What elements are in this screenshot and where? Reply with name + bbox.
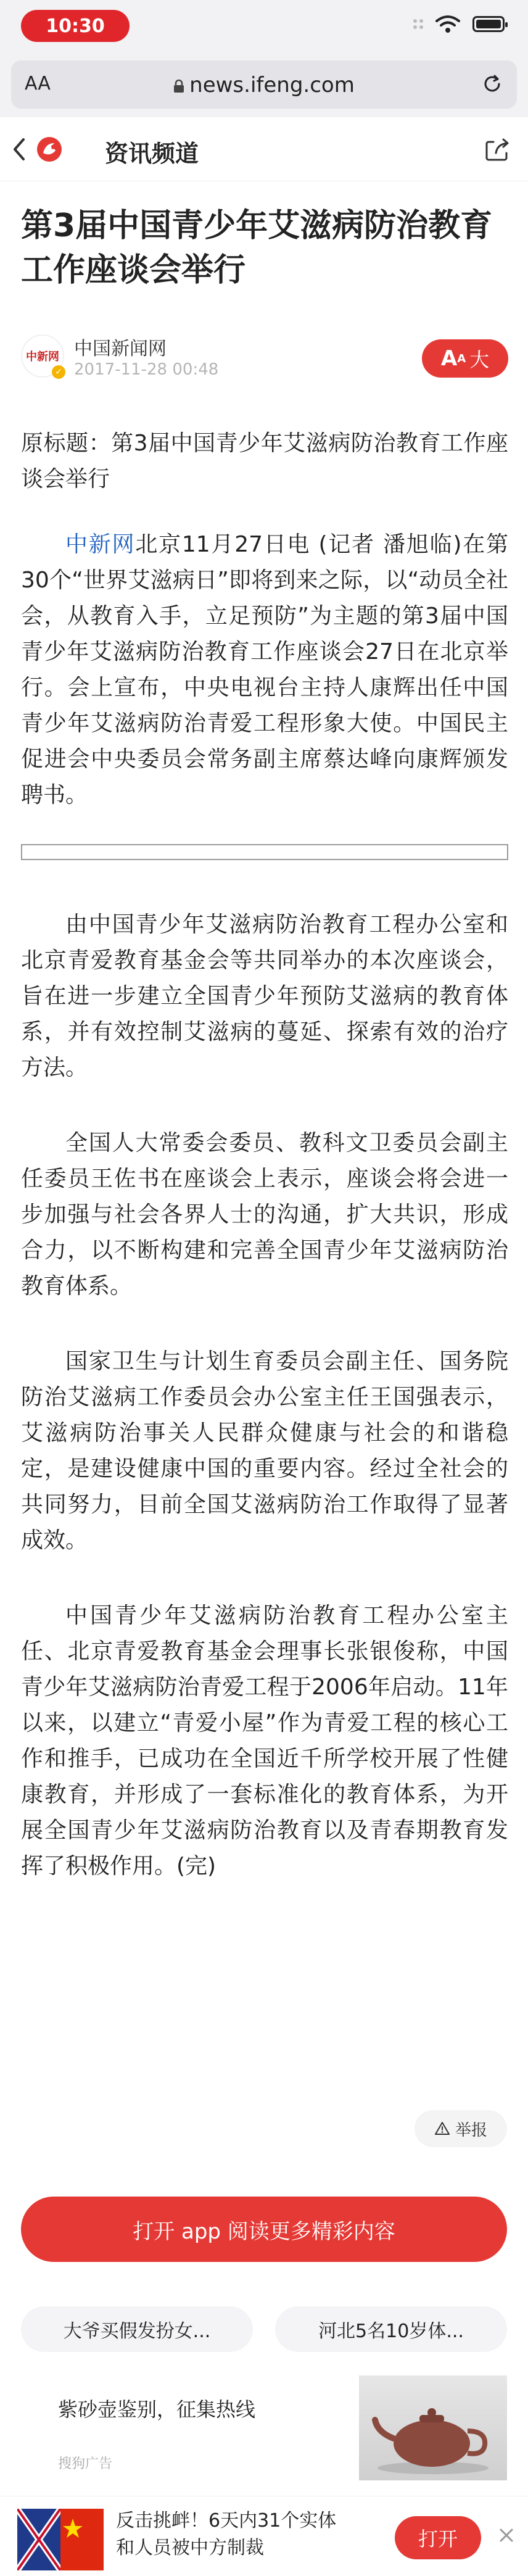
source-row — [21, 333, 508, 389]
article-body — [21, 426, 508, 1924]
ad-image[interactable] — [359, 2375, 507, 2480]
status-time: 10:30 — [21, 10, 130, 42]
url-field[interactable] — [11, 73, 517, 97]
battery-icon — [472, 16, 505, 32]
article-paragraph: 国家卫生与计划生育委员会副主任、国务院防治艾滋病工作委员会办公室主任王国强表示，艾滋病防治事关人民群众健康与社会的和谐稳定，是建设健康中国的重要内容。经过全社会的共同努力，目前全国艾滋病防治工作取得了显著成效。 — [21, 1349, 508, 1553]
open-app-button[interactable]: 打开 app 阅读更多精彩内容 — [21, 2197, 507, 2262]
ad-title[interactable]: 紫砂壶鉴别，征集热线 — [58, 2398, 256, 2421]
lock-icon — [173, 80, 184, 93]
report-label: 举报 — [455, 2121, 487, 2140]
font-size-button[interactable] — [422, 339, 508, 378]
article-paragraph: 中国青少年艾滋病防治教育工程办公室主任、北京青爱教育基金会理事长张银俊称，中国青少年艾滋病防治青爱工程于2006年启动。11年以来，以建立“青爱小屋”作为青爱工程的核心工作和推手，已成功在全国近千所学校开展了性健康教育，并形成了一套标准化的教育体系，为开展全国青少年艾滋病防治教育以及青春期教育发挥了积极作用。(完) — [21, 1603, 508, 1879]
ad-label: 搜狗广告 — [58, 2456, 113, 2472]
address-bar[interactable] — [11, 60, 517, 109]
verified-badge-icon: ✓ — [52, 365, 65, 379]
reload-icon[interactable] — [481, 73, 503, 95]
related-article-chip[interactable]: 大爷买假发扮女... — [21, 2306, 253, 2352]
article-paragraph: 由中国青少年艾滋病防治教育工程办公室和北京青爱教育基金会等共同举办的本次座谈会，旨在进一步建立全国青少年预防艾滋病的教育体系，并有效控制艾滋病的蔓延、探索有效的治疗方法。 — [21, 912, 508, 1080]
source-logo-text: 中新网 — [26, 350, 59, 363]
related-article-chip[interactable]: 河北5名10岁体... — [275, 2306, 507, 2352]
browser-toolbar — [0, 52, 528, 117]
reader-aa-button[interactable]: AA — [25, 73, 51, 94]
ad-card[interactable] — [21, 2375, 507, 2480]
back-arrow-icon[interactable] — [12, 137, 26, 162]
flag-collage-icon — [17, 2509, 104, 2570]
bottom-app-banner[interactable] — [0, 2496, 528, 2576]
teapot-icon — [359, 2375, 507, 2480]
share-icon[interactable] — [484, 136, 511, 163]
font-size-label: 大 — [469, 348, 490, 371]
banner-headline[interactable]: 反击挑衅！6天内31个实体和人员被中方制裁 — [116, 2510, 337, 2559]
banner-open-button[interactable]: 打开 — [395, 2516, 481, 2559]
wifi-icon — [435, 15, 460, 33]
status-bar — [0, 0, 528, 52]
close-icon[interactable] — [497, 2526, 516, 2545]
related-articles — [21, 2306, 507, 2352]
source-link[interactable]: 中新网 — [65, 532, 136, 557]
lead-paragraph — [21, 527, 508, 813]
channel-title: 资讯频道 — [105, 140, 199, 167]
ifeng-logo-icon[interactable] — [36, 136, 63, 163]
signal-icon — [413, 19, 423, 29]
status-icons — [413, 15, 505, 33]
lead-text: 北京11月27日电 (记者 潘旭临)在第30个“世界艾滋病日”即将到来之际，以“动员全社会，从教育入手，立足预防”为主题的第3届中国青少年艾滋病防治教育工作座谈会27日在北京举行。会上宣布，中央电视台主持人康辉出任中国青少年艾滋病防治青爱工程形象大使。中国民主促进会中央委员会常务副主席蔡达峰向康辉颁发聘书。 — [21, 532, 508, 808]
article-paragraph: 全国人大常委会委员、教科文卫委员会副主任委员王佐书在座谈会上表示，座谈会将会进一步加强与社会各界人士的沟通，扩大共识，形成合力，以不断构建和完善全国青少年艾滋病防治教育体系。 — [21, 1130, 508, 1299]
source-name[interactable]: 中国新闻网 — [74, 338, 167, 360]
font-a-icon: A — [440, 346, 458, 371]
original-title: 原标题：第3届中国青少年艾滋病防治教育工作座谈会举行 — [21, 431, 508, 492]
publish-time: 2017-11-28 00:48 — [74, 360, 219, 379]
banner-thumbnail[interactable] — [17, 2509, 104, 2570]
article-title: 第3届中国青少年艾滋病防治教育工作座谈会举行 — [21, 207, 493, 289]
report-button[interactable] — [415, 2110, 507, 2147]
font-small-a-icon: A — [457, 352, 466, 365]
url-text: news.ifeng.com — [189, 73, 355, 97]
article-image-placeholder — [21, 844, 508, 860]
warning-icon — [434, 2121, 450, 2137]
app-nav-bar — [0, 117, 528, 181]
